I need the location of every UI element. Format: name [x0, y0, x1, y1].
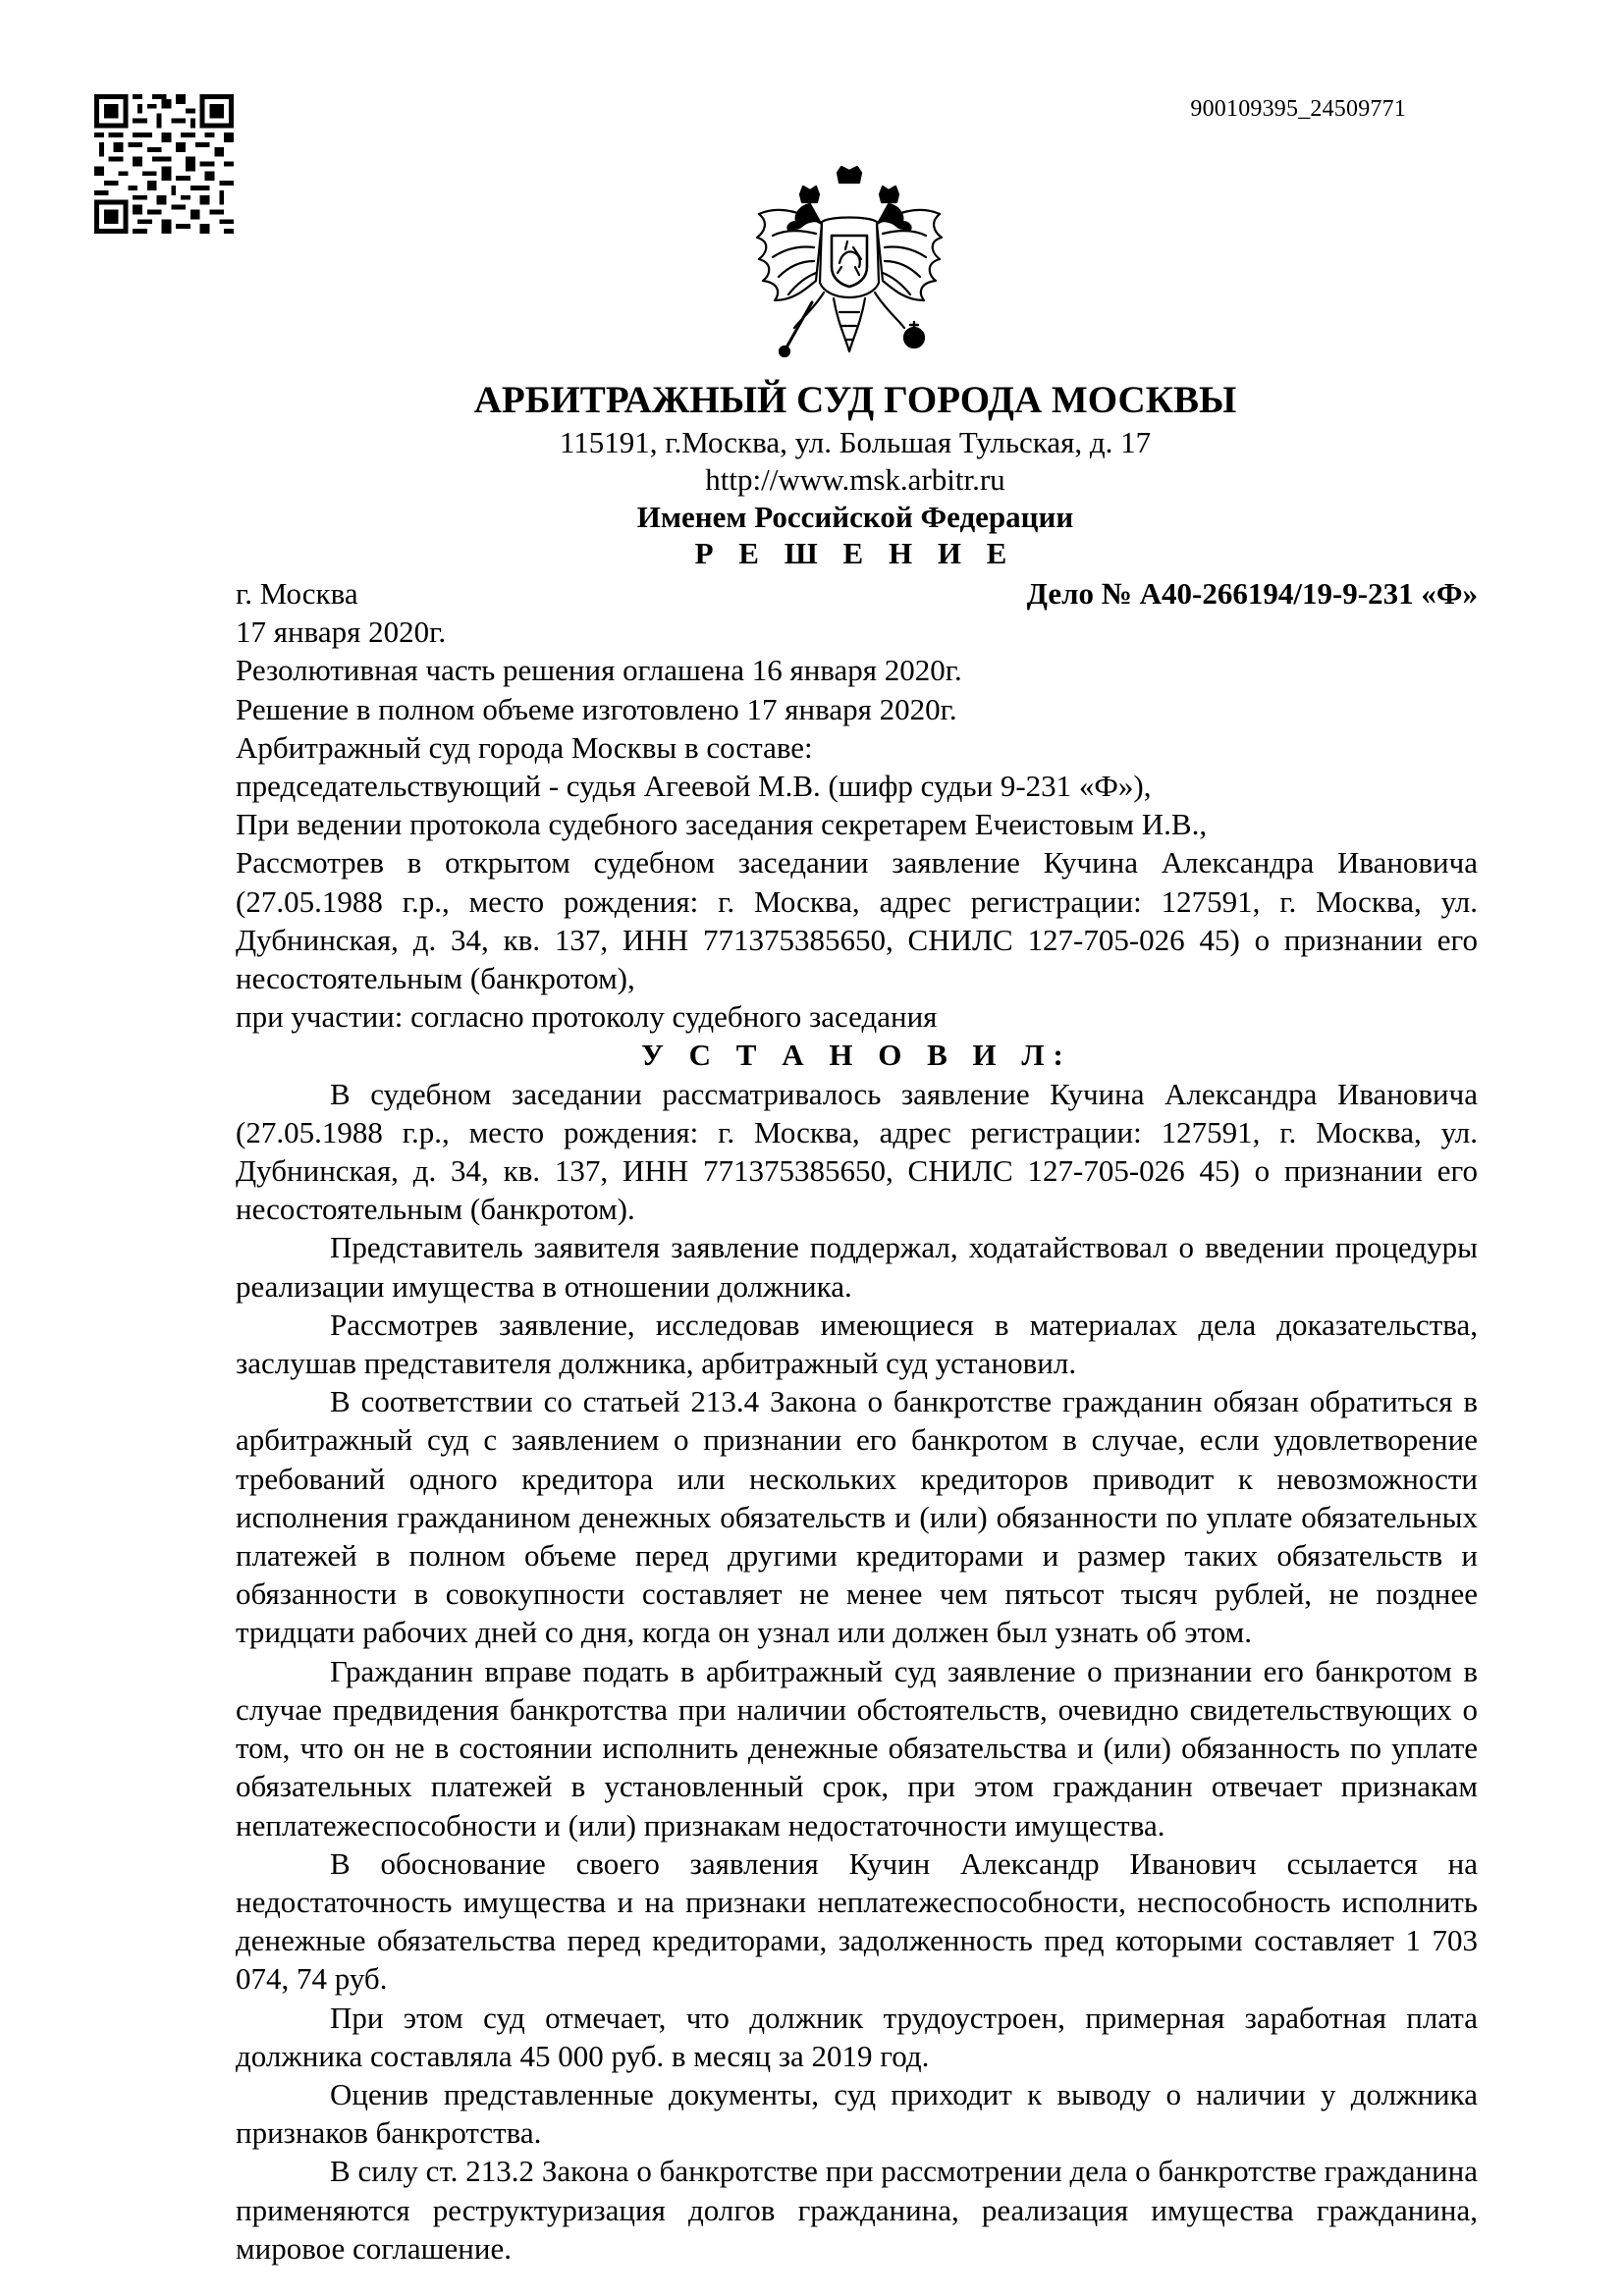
court-header: [232, 377, 1479, 571]
body-paragraph: При этом суд отмечает, что должник трудоустроен, примерная заработная плата должника составляла 45 000 руб. в месяц за 2019 год.: [236, 2000, 1478, 2073]
city-case-row: [236, 574, 1478, 613]
body-paragraph: Оценив представленные документы, суд приходит к выводу о наличии у должника признаков банкротства.: [236, 2076, 1478, 2151]
court-website: http://www.msk.arbitr.ru: [705, 462, 1005, 497]
court-address: 115191, г.Москва, ул. Большая Тульская, д. 17: [559, 425, 1152, 459]
document-body: [236, 574, 1478, 2268]
body-paragraph: Гражданин вправе подать в арбитражный суд заявление о признании его банкротом в случае предвидения банкротства при наличии обстоятельств, очевидно свидетельствующих о том, что он не в состоянии исполнить денежные обязательства и (или) обязанность по уплате обязательных платежей в установленный срок, при этом гражданин отвечает признакам неплатежеспособности и (или) признакам недостаточности имущества.: [236, 1653, 1478, 1842]
decision-date: 17 января 2020г.: [236, 614, 447, 650]
body-paragraph: Рассмотрев заявление, исследовав имеющиеся в материалах дела доказательства, заслушав представителя должника, арбитражный суд установил.: [236, 1307, 1478, 1381]
case-number: Дело № А40-266194/19-9-231 «Ф»: [1026, 576, 1478, 611]
considered-paragraph: Рассмотрев в открытом судебном заседании заявление Кучина Александра Ивановича (27.05.1988 г.р., место рождения: г. Москва, адрес регистрации: 127591, г. Москва, ул. Дубнинская, д. 34, кв. 137, ИНН 771375385650, СНИЛС 127-705-026 45) о признании его несостоятельным (банкротом),: [236, 845, 1478, 996]
participation-line: при участии: согласно протоколу судебного заседания: [236, 999, 938, 1035]
document-id: 900109395_24509771: [1190, 96, 1406, 122]
body-paragraph: Представитель заявителя заявление поддержал, ходатайствовал о введении процедуры реализации имущества в отношении должника.: [236, 1230, 1478, 1304]
presiding-judge-line: председательствующий - судья Агеевой М.В. (шифр судьи 9-231 «Ф»),: [236, 769, 1152, 804]
qr-code-icon: [94, 94, 234, 234]
decision-title: Р Е Ш Е Н И Е: [694, 536, 1016, 570]
composition-line: Арбитражный суд города Москвы в составе:: [236, 729, 813, 765]
body-paragraph: В силу ст. 213.2 Закона о банкротстве при рассмотрении дела о банкротстве гражданина применяются реструктуризация долгов гражданина, реализация имущества гражданина, мировое соглашение.: [236, 2154, 1478, 2266]
body-paragraph: В обоснование своего заявления Кучин Александр Иванович ссылается на недостаточность имущества и на признаки неплатежеспособности, неспособность исполнить денежные обязательства перед кредиторами, задолженность пред которыми составляет 1 703 074, 74 руб.: [236, 1845, 1478, 1997]
coat-of-arms-emblem-icon: [751, 165, 947, 371]
city: г. Москва: [236, 576, 358, 611]
body-paragraph: В судебном заседании рассматривалось заявление Кучина Александра Ивановича (27.05.1988 г.р., место рождения: г. Москва, адрес регистрации: 127591, г. Москва, ул. Дубнинская, д. 34, кв. 137, ИНН 771375385650, СНИЛС 127-705-026 45) о признании его несостоятельным (банкротом).: [236, 1076, 1478, 1227]
body-paragraph: В соответствии со статьей 213.4 Закона о банкротстве гражданин обязан обратиться в арбитражный суд с заявлением о признании его банкротом в случае, если удовлетворение требований одного кредитора или нескольких кредиторов приводит к невозможности исполнения гражданином денежных обязательств и (или) обязанности по уплате обязательных платежей в полном объеме перед другими кредиторами и размер таких обязательств и обязанности в совокупности составляет не менее чем пятьсот тысяч рублей, не позднее тридцати рабочих дней со дня, когда он узнал или должен был узнать об этом.: [236, 1384, 1478, 1650]
in-the-name-line: Именем Российской Федерации: [636, 500, 1074, 534]
established-title: У С Т А Н О В И Л:: [641, 1038, 1072, 1073]
full-decision-line: Решение в полном объеме изготовлено 17 января 2020г.: [236, 691, 957, 726]
secretary-line: При ведении протокола судебного заседания секретарем Ечеистовым И.В.,: [236, 807, 1208, 842]
operative-part-line: Резолютивная часть решения оглашена 16 января 2020г.: [236, 653, 962, 688]
court-name: АРБИТРАЖНЫЙ СУД ГОРОДА МОСКВЫ: [473, 379, 1237, 421]
